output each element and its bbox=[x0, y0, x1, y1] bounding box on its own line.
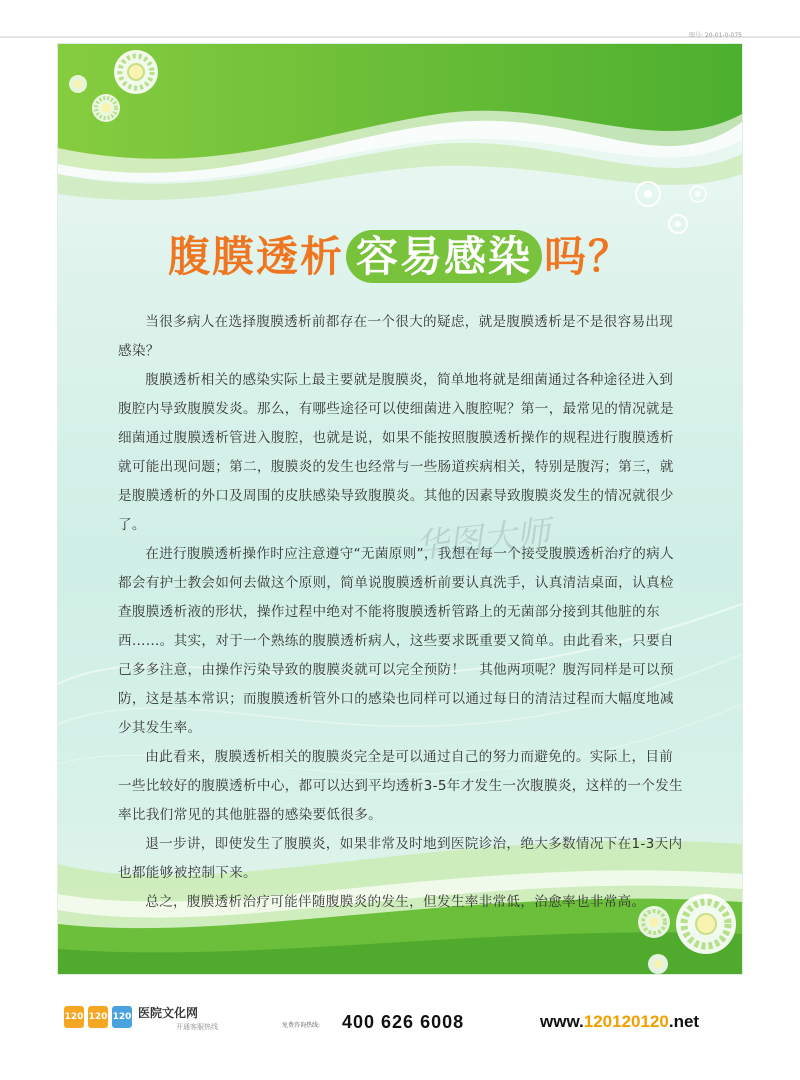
website-url[interactable] bbox=[540, 1012, 699, 1032]
flower-icon bbox=[690, 186, 706, 202]
paragraph: 由此看来，腹膜透析相关的腹膜炎完全是可以通过自己的努力而避免的。实际上，目前一些比较好的腹膜透析中心，都可以达到平均透析3-5年才发生一次腹膜炎，这样的一个发生率比我们常见的其他脏器的感染要低很多。 bbox=[118, 749, 683, 823]
watermark: 华图大师 bbox=[412, 512, 553, 567]
title-part-3: 吗？ bbox=[544, 232, 633, 281]
title-part-1: 腹膜透析 bbox=[167, 232, 344, 281]
site-name: 医院文化网 bbox=[138, 1006, 199, 1020]
hotline-number: 400 626 6008 bbox=[342, 1012, 465, 1032]
print-mark: 图号: 20-01-0-075 bbox=[689, 32, 742, 39]
top-trim-line bbox=[0, 36, 800, 38]
logo-block-orange: 120 bbox=[64, 1006, 84, 1028]
site-subtitle: 开通客服热线 bbox=[176, 1023, 218, 1031]
flower-icon bbox=[69, 75, 87, 93]
paragraph: 总之，腹膜透析治疗可能伴随腹膜炎的发生，但发生率非常低，治愈率也非常高。 bbox=[145, 894, 646, 910]
flower-icon bbox=[676, 894, 736, 954]
title-part-2-highlight: 容易感染 bbox=[346, 230, 542, 283]
paragraph: 当很多病人在选择腹膜透析前都存在一个很大的疑虑，就是腹膜透析是不是很容易出现感染？ bbox=[118, 314, 674, 359]
poster-title bbox=[58, 224, 742, 284]
url-prefix: www. bbox=[540, 1012, 584, 1031]
paragraph: 退一步讲，即使发生了腹膜炎，如果非常及时地到医院诊治，绝大多数情况下在1-3天内也都能够被控制下来。 bbox=[118, 836, 683, 881]
paragraph: 腹膜透析相关的感染实际上最主要就是腹膜炎，简单地将就是细菌通过各种途径进入到腹腔内导致腹膜发炎。那么，有哪些途径可以使细菌进入腹腔呢？第一，最常见的情况就是细菌通过腹膜透析管进入腹腔，也就是说，如果不能按照腹膜透析操作的规程进行腹膜透析就可能出现问题；第二，腹膜炎的发生也经常与一些肠道疾病相关，特别是腹泻；第三，就是腹膜透析的外口及周围的皮肤感染导致腹膜炎。其他的因素导致腹膜炎发生的情况就很少了。 bbox=[118, 372, 674, 533]
logo-block-orange: 120 bbox=[88, 1006, 108, 1028]
url-suffix: .net bbox=[668, 1012, 700, 1031]
hotline-label: 免费咨询热线: bbox=[282, 1022, 321, 1029]
paragraph: 在进行腹膜透析操作时应注意遵守“无菌原则”，我想在每一个接受腹膜透析治疗的病人都会有护士教会如何去做这个原则，简单说腹膜透析前要认真洗手，认真清洁桌面，认真检查腹膜透析液的形状，操作过程中绝对不能将腹膜透析管路上的无菌部分接到其他脏的东西……。其实，对于一个熟练的腹膜透析病人，这些要求既重要又简单。由此看来，只要自己多多注意，由操作污染导致的腹膜炎就可以完全预防！ 其他两项呢？腹泻同样是可以预防，这是基本常识；而腹膜透析管外口的感染也同样可以通过每日的清洁过程而大幅度地减少其发生率。 bbox=[118, 546, 674, 736]
url-digits: 120120120 bbox=[583, 1012, 669, 1031]
flower-icon bbox=[636, 182, 660, 206]
article-body bbox=[118, 308, 684, 917]
flower-icon bbox=[114, 50, 158, 94]
flower-icon bbox=[648, 954, 668, 974]
logo-block-blue: 120 bbox=[112, 1006, 132, 1028]
poster bbox=[58, 44, 742, 974]
flower-icon bbox=[92, 94, 120, 122]
footer bbox=[0, 990, 800, 1050]
